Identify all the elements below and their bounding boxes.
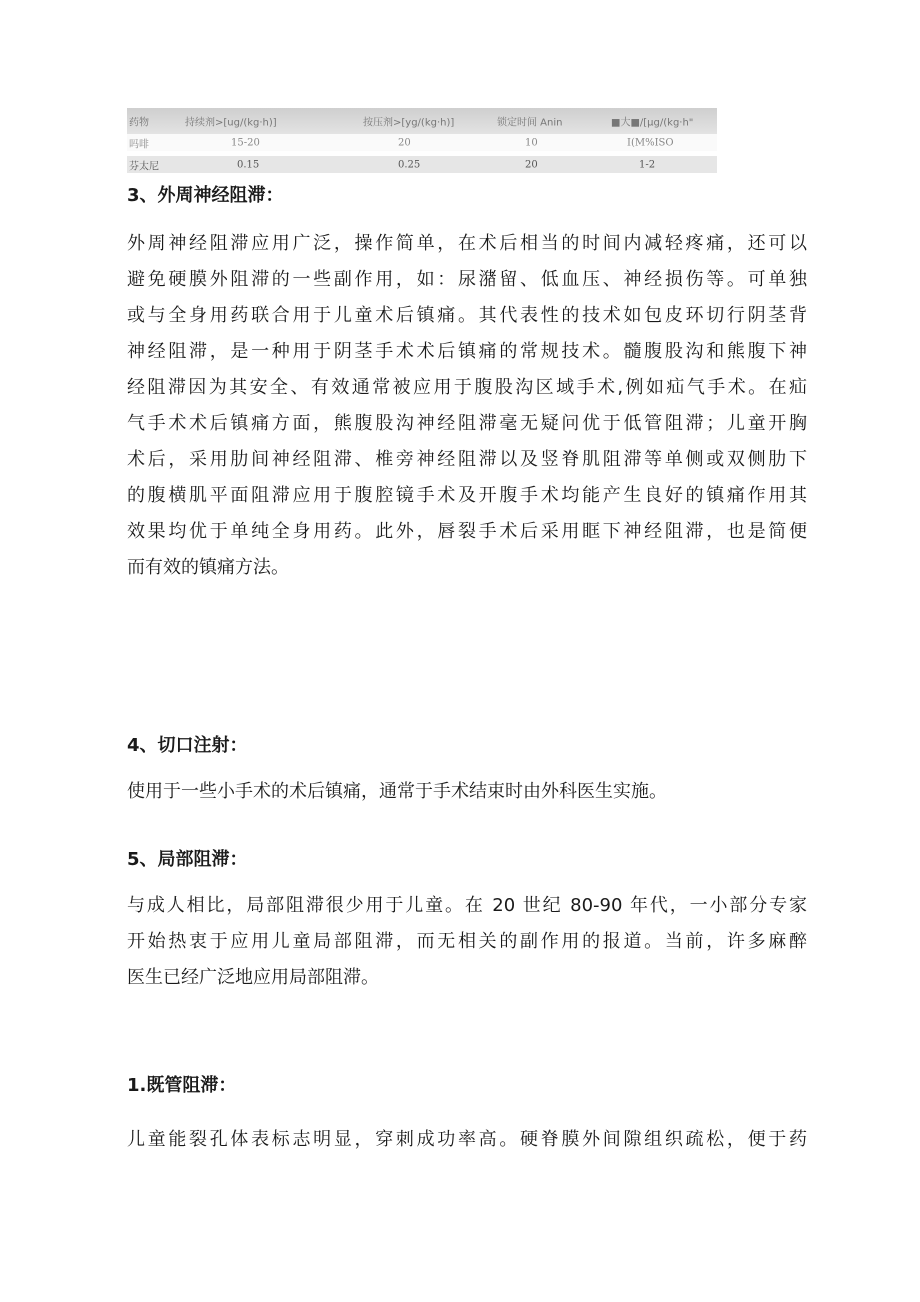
table-cell: 吗啡: [129, 139, 149, 150]
table-cell: I(M%ISO: [627, 137, 674, 148]
paragraph-line: 神经阻滞，是一种用于阴茎手术术后镇痛的常规技术。髓腹股沟和熊腹下神: [127, 341, 807, 362]
table-cell: 10: [525, 137, 538, 148]
table-row: [127, 156, 717, 173]
table-row: [127, 134, 717, 151]
section-heading-incision-injection: 4、切口注射：: [127, 735, 248, 756]
table-header-cell: 锁定时间 Anin: [497, 117, 563, 129]
paragraph-line: 的腹横肌平面阻滞应用于腹腔镜手术及开腹手术均能产生良好的镇痛作用其: [127, 485, 807, 506]
section-body-peripheral-block: [127, 226, 807, 586]
paragraph-line: 气手术术后镇痛方面，熊腹股沟神经阻滞毫无疑问优于低管阻滞；儿童开胸: [127, 413, 807, 434]
table-header-cell: 药物: [129, 117, 149, 129]
table-cell: 20: [525, 159, 538, 170]
section-heading-local-block: 5、局部阻滞：: [127, 849, 248, 870]
table-header-cell: 持续剂>[ug/(kg·h)]: [185, 117, 277, 129]
paragraph-line: 效果均优于单纯全身用药。此外，唇裂手术后采用眶下神经阻滞，也是简便: [127, 521, 807, 542]
paragraph-line: 避免硬膜外阻滞的一些副作用，如：尿潴留、低血压、神经损伤等。可单独: [127, 269, 807, 290]
paragraph-line: 医生已经广泛地应用局部阻滞。: [127, 967, 379, 988]
paragraph-line: 使用于一些小手术的术后镇痛，通常于手术结束时由外科医生实施。: [127, 781, 667, 802]
table-header-cell: ■大■/[μg/(kg·h": [611, 117, 694, 129]
section-heading-caudal-block: 1.既管阻滞：: [127, 1075, 237, 1096]
table-cell: 0.15: [237, 159, 260, 170]
table-cell: 芬太尼: [129, 161, 159, 172]
table-header-cell: 按压剂>[yg/(kg·h)]: [363, 117, 455, 129]
table-cell: 20: [398, 137, 411, 148]
table-cell: 0.25: [398, 159, 421, 170]
dosage-table: [127, 108, 717, 172]
table-cell: 1-2: [639, 159, 656, 170]
paragraph-line: 开始热衷于应用儿童局部阻滞，而无相关的副作用的报道。当前，许多麻醉: [127, 931, 807, 952]
section-body-incision-injection: [127, 774, 807, 810]
section-body-local-block: [127, 888, 807, 996]
table-header-row: [127, 108, 717, 134]
section-body-caudal-block: [127, 1122, 807, 1158]
section-heading-peripheral-block: 3、外周神经阻滞：: [127, 185, 284, 206]
paragraph-line: 外周神经阻滞应用广泛，操作简单，在术后相当的时间内减轻疼痛，还可以: [127, 233, 807, 254]
paragraph-line: 而有效的镇痛方法。: [127, 557, 289, 578]
paragraph-line: 或与全身用药联合用于儿童术后镇痛。其代表性的技术如包皮环切行阴茎背: [127, 305, 807, 326]
paragraph-line: 经阻滞因为其安全、有效通常被应用于腹股沟区域手术,例如疝气手术。在疝: [127, 377, 807, 398]
paragraph-line: 术后，采用肋间神经阻滞、椎旁神经阻滞以及竖脊肌阻滞等单侧或双侧肋下: [127, 449, 807, 470]
paragraph-line: 儿童能裂孔体表标志明显，穿刺成功率高。硬脊膜外间隙组织疏松，便于药: [127, 1129, 807, 1150]
paragraph-line: 与成人相比，局部阻滞很少用于儿童。在 20 世纪 80-90 年代，一小部分专家: [127, 895, 807, 916]
table-cell: 15-20: [231, 137, 260, 148]
